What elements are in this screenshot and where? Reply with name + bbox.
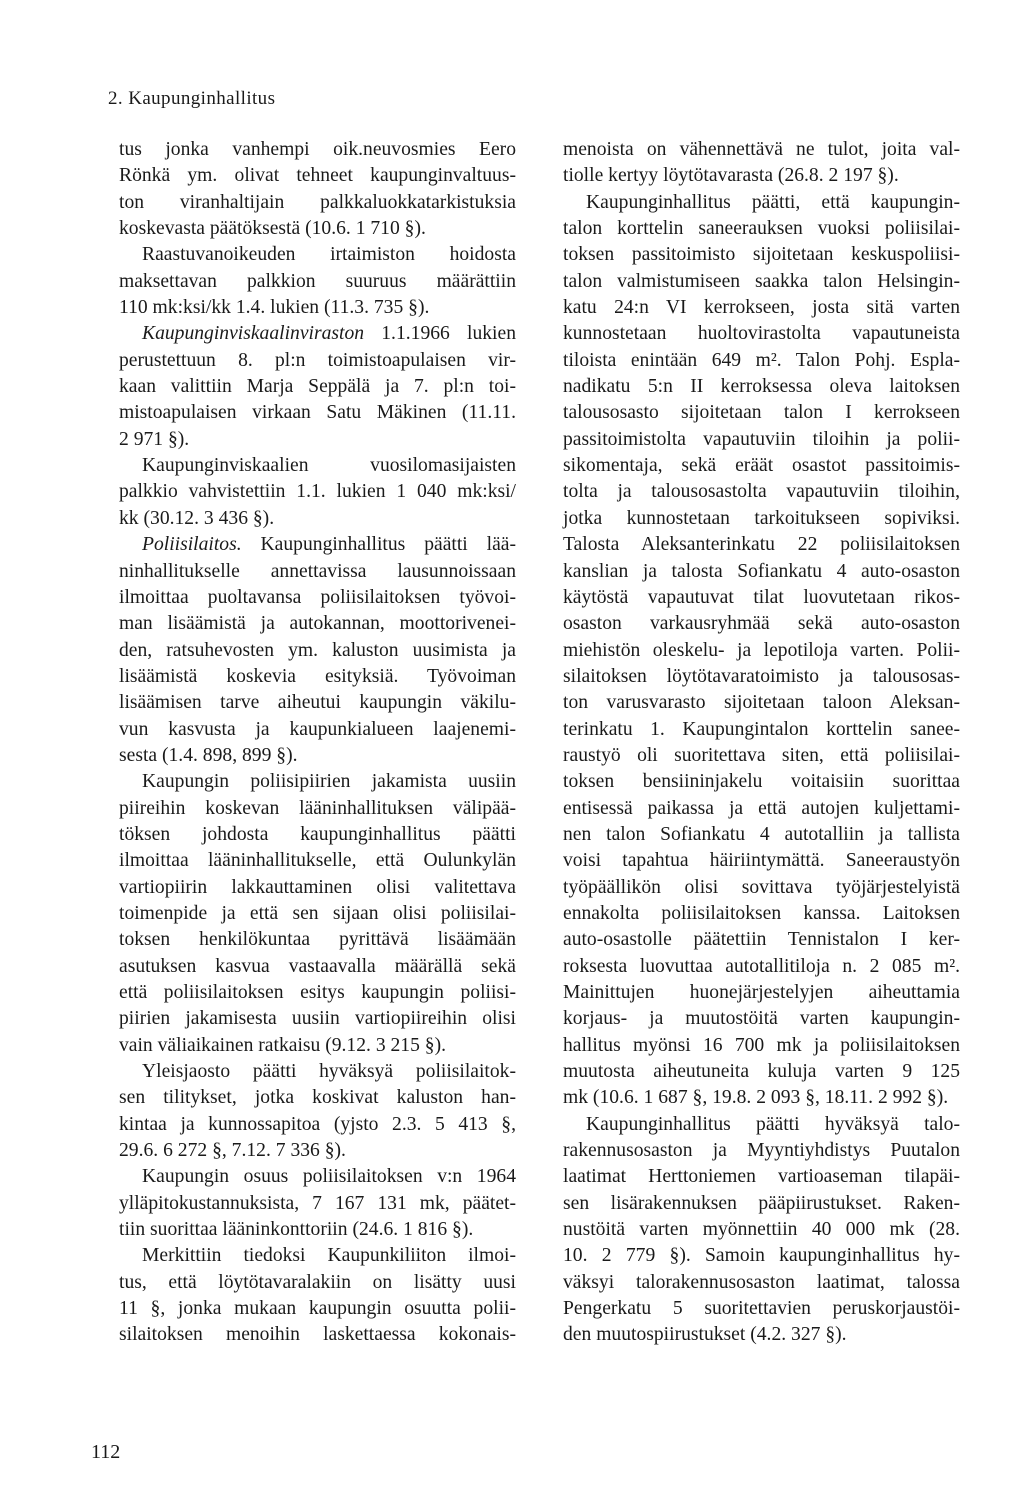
text-line: Yleisjaosto päätti hyväksyä poliisilaitok-: [142, 1061, 516, 1083]
text-line: Pengerkatu 5 suoritettavien peruskorjaustöi-: [563, 1298, 960, 1320]
text-line: nen talon Sofiankatu 4 autotalliin ja tallista: [563, 823, 960, 845]
text-line: vain väliaikainen ratkaisu (9.12. 3 215 §).: [119, 1034, 447, 1056]
text-line: sikomentaja, sekä eräät osastot passitoimis-: [563, 455, 960, 477]
running-header: 2. Kaupunginhallitus: [108, 88, 276, 109]
text-line: miehistön oleskelu- ja lepotiloja varten. Polii-: [563, 639, 960, 661]
text-line: ylläpitokustannuksista, 7 167 131 mk, päätet-: [119, 1192, 516, 1214]
text-line: Rönkä ym. olivat tehneet kaupunginvaltuus-: [119, 165, 516, 187]
text-line: käytöstä vapautuvat tilat luovutetaan rikos-: [563, 586, 960, 608]
text-line: toimenpide ja että sen sijaan olisi poliisilai-: [119, 902, 516, 924]
text-line: mistoapulaisen virkaan Satu Mäkinen (11.11.: [119, 402, 516, 424]
text-line: nadikatu 5:n II kerroksessa oleva laitoksen: [563, 376, 960, 398]
text-line: Raastuvanoikeuden irtaimiston hoidosta: [142, 244, 516, 266]
text-line: den, ratsuhevosten ym. kaluston uusimista ja: [119, 639, 516, 661]
text-line: muutosta aiheutuneita kuluja varten 9 125: [563, 1061, 960, 1083]
text-line: menoista on vähennettävä ne tulot, joita val-: [563, 139, 960, 160]
text-line: kaan valittiin Marja Seppälä ja 7. pl:n toi-: [119, 376, 516, 398]
text-line: sen lisärakennuksen pääpiirustukset. Raken-: [563, 1192, 960, 1214]
text-line: kanslian ja talosta Sofiankatu 4 auto-osaston: [563, 560, 960, 582]
text-line: raustyö oli suoritettava siten, että poliisilai-: [563, 744, 960, 766]
text-line: tiolle kertyy löytötavarasta (26.8. 2 197 §).: [563, 165, 899, 187]
text-line: 2 971 §).: [119, 428, 190, 450]
text-line: toksen passitoimisto sijoitetaan keskuspoliisi-: [563, 244, 960, 266]
text-line: osaston varkausryhmää sekä auto-osaston: [563, 613, 960, 635]
text-line: Kaupunginhallitus päätti hyväksyä talo-: [586, 1113, 960, 1135]
text-line: katu 24:n VI kerrokseen, josta sitä varten: [563, 297, 960, 319]
text-line: ilmoittaa puoltavansa poliisilaitoksen työvoi-: [119, 586, 516, 608]
text-line: asutuksen kasvua vastaavalla määrällä sekä: [119, 955, 516, 977]
text-line: [119, 321, 516, 347]
page-number: 112: [91, 1441, 121, 1463]
text-line: ton varusvarasto sijoitetaan taloon Aleksan-: [563, 692, 960, 714]
text-line: sen tilitykset, jotka koskivat kaluston han-: [119, 1087, 516, 1109]
text-line: töksen johdosta kaupunginhallitus päätti: [119, 823, 516, 845]
text-line: silaitoksen löytötavaratoimisto ja talousosas-: [563, 665, 960, 687]
text-line: maksettavan palkkion suuruus määrättiin: [119, 270, 516, 292]
text-line: piireihin koskevan lääninhallituksen välipää-: [119, 797, 516, 819]
text-line: voisi tapahtua häiriintymättä. Saneeraustyön: [563, 850, 960, 872]
text-line: vartiopiirin lakkauttaminen olisi valitettava: [119, 876, 516, 898]
text-line: Kaupungin osuus poliisilaitoksen v:n 1964: [142, 1166, 516, 1188]
text-line: tiloista enintään 649 m². Talon Pohj. Espla-: [563, 349, 960, 371]
line-rest: Kaupunginhallitus päätti lää-: [241, 534, 516, 556]
text-line: roksesta luovuttaa autotallitiloja n. 2 085 m².: [563, 955, 960, 977]
text-line: den muutospiirustukset (4.2. 327 §).: [563, 1324, 847, 1346]
text-line: kunnostetaan huoltovirastolta vapautuneista: [563, 323, 960, 345]
text-line: perustettuun 8. pl:n toimistoapulaisen vir-: [119, 349, 516, 371]
text-line: mk (10.6. 1 687 §, 19.8. 2 093 §, 18.11. 2 992 §).: [563, 1087, 949, 1109]
text-line: korjaus- ja muutostöitä varten kaupungin-: [563, 1008, 960, 1030]
text-line: man lisäämistä ja autokannan, moottorivenei-: [119, 613, 516, 635]
text-line: entisessä paikassa ja että autojen kuljettami-: [563, 797, 960, 819]
text-line: tiin suorittaa lääninkonttoriin (24.6. 1 816 §).: [119, 1219, 474, 1241]
text-line: sesta (1.4. 898, 899 §).: [119, 744, 298, 766]
text-line: jotka kunnostetaan tarkoitukseen sopiviksi.: [563, 507, 960, 529]
italic-heading: Poliisilaitos.: [142, 534, 242, 556]
text-line: piirien jakamisesta uusiin vartiopiireihin olisi: [119, 1008, 516, 1030]
text-line: tolta ja talousosastolta vapautuviin tiloihin,: [563, 481, 960, 503]
text-line: Mainittujen huonejärjestelyjen aiheuttamia: [563, 982, 960, 1003]
text-line: Talosta Aleksanterinkatu 22 poliisilaitoksen: [563, 534, 960, 556]
text-line: ninhallitukselle annettavissa lausunnoissaan: [119, 560, 516, 582]
text-line: rakennusosaston ja Myyntiyhdistys Puutalon: [563, 1140, 960, 1162]
text-line: hallitus myönsi 16 700 mk ja poliisilaitoksen: [563, 1034, 960, 1056]
text-line: talon korttelin saneerauksen vuoksi poliisilai-: [563, 218, 960, 240]
text-line: talousosasto sijoitetaan talon I kerrokseen: [563, 402, 960, 424]
text-line: väksyi talorakennusosaston laatimat, talossa: [563, 1271, 960, 1293]
italic-heading: Kaupunginviskaalinviraston: [142, 323, 365, 345]
text-line: 29.6. 6 272 §, 7.12. 7 336 §).: [119, 1140, 346, 1162]
text-line: laatimat Herttoniemen vartioaseman tilapäi-: [563, 1166, 960, 1188]
text-line: passitoimistolta vapautuviin tiloihin ja polii-: [563, 428, 960, 450]
text-line: lisäämistä koskevia esityksiä. Työvoiman: [119, 665, 516, 687]
text-line: palkkio vahvistettiin 1.1. lukien 1 040 mk:ksi/: [119, 481, 516, 503]
text-line: kintaa ja kunnossapitoa (yjsto 2.3. 5 413 §,: [119, 1113, 516, 1135]
text-line: toksen henkilökuntaa pyrittävä lisäämään: [119, 929, 516, 951]
text-line: tus, että löytötavaralakiin on lisätty uusi: [119, 1271, 516, 1293]
text-line: että poliisilaitoksen esitys kaupungin poliisi-: [119, 982, 516, 1003]
text-line: 110 mk:ksi/kk 1.4. lukien (11.3. 735 §).: [119, 297, 430, 319]
text-line: koskevasta päätöksestä (10.6. 1 710 §).: [119, 218, 426, 240]
text-line: lisäämisen tarve aiheutui kaupungin väkilu-: [119, 692, 516, 714]
text-line: terinkatu 1. Kaupungintalon korttelin sanee-: [563, 718, 960, 740]
text-line: silaitoksen menoihin laskettaessa kokonais-: [119, 1324, 516, 1346]
text-line: kk (30.12. 3 436 §).: [119, 507, 275, 529]
line-rest: 1.1.1966 lukien: [364, 323, 516, 345]
text-line: tus jonka vanhempi oik.neuvosmies Eero: [119, 139, 516, 160]
text-line: ton viranhaltijain palkkaluokkatarkistuksia: [119, 191, 516, 213]
text-line: ilmoittaa lääninhallitukselle, että Oulunkylän: [119, 850, 516, 872]
text-line: Kaupunginviskaalien vuosilomasijaisten: [142, 455, 516, 477]
text-line: Kaupunginhallitus päätti, että kaupungin-: [586, 191, 960, 213]
text-line: Kaupungin poliisipiirien jakamista uusiin: [142, 771, 516, 793]
text-line: 10. 2 779 §). Samoin kaupunginhallitus hy-: [563, 1245, 960, 1267]
text-line: ennakolta poliisilaitoksen kanssa. Laitoksen: [563, 902, 960, 924]
text-line: Merkittiin tiedoksi Kaupunkiliiton ilmoi-: [142, 1245, 516, 1267]
text-line: vun kasvusta ja kaupunkialueen laajenemi-: [119, 718, 516, 740]
text-line: työpäällikön olisi sovittava työjärjestelyistä: [563, 876, 960, 898]
text-line: [119, 532, 516, 558]
text-line: nustöitä varten myönnettiin 40 000 mk (28.: [563, 1219, 960, 1241]
text-line: toksen bensiininjakelu voitaisiin suorittaa: [563, 771, 960, 793]
text-line: talon valmistumiseen saakka talon Helsingin-: [563, 270, 960, 292]
right-column: [563, 137, 960, 1349]
text-line: 11 §, jonka mukaan kaupungin osuutta polii-: [119, 1298, 516, 1320]
left-column: [119, 137, 516, 1349]
text-line: auto-osastolle päätettiin Tennistalon I ker-: [563, 929, 960, 951]
